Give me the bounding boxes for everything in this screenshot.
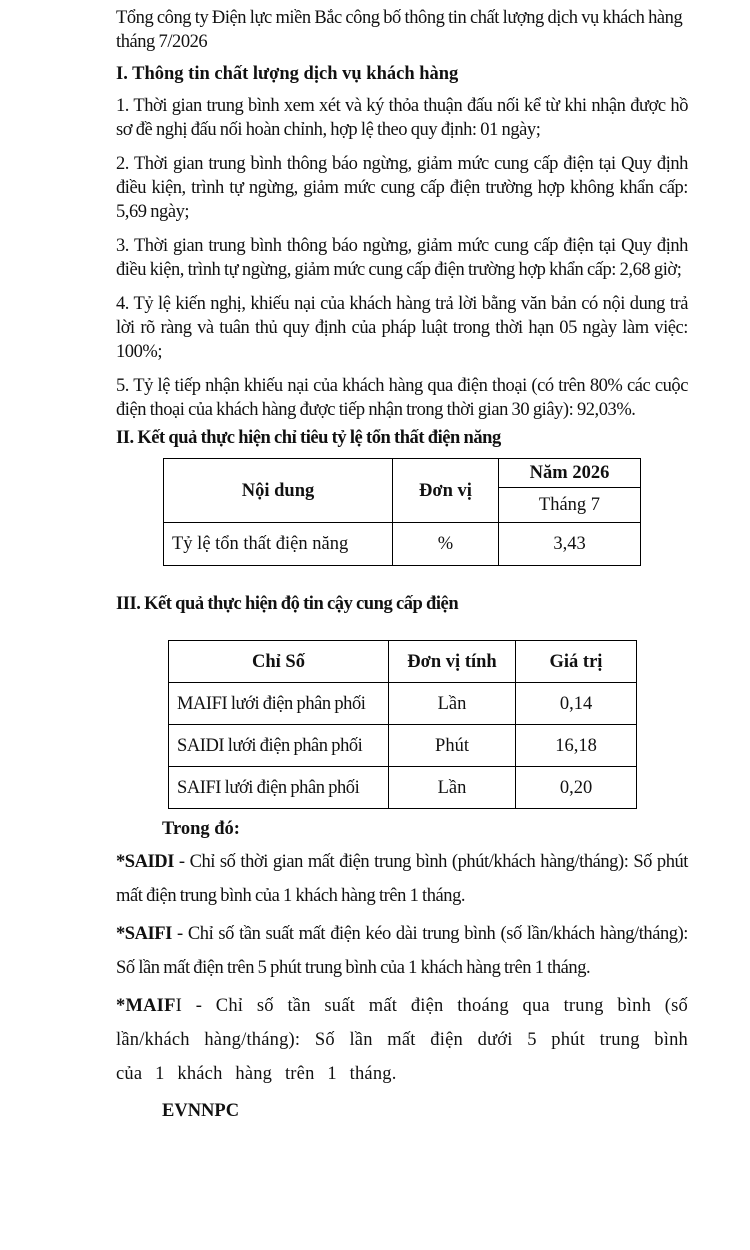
document xyxy=(116,6,688,1123)
note-saidi xyxy=(116,845,688,913)
header-month: Tháng 7 xyxy=(499,488,641,523)
section-3-heading: III. Kết quả thực hiện độ tin cậy cung cấp điện xyxy=(116,594,459,614)
power-loss-table xyxy=(163,458,641,566)
note-term: *SAIFI xyxy=(116,924,172,944)
note-saifi xyxy=(116,917,688,985)
quality-item-1: 1. Thời gian trung bình xem xét và ký thỏa thuận đấu nối kể từ khi nhận được hồ sơ đề nghị đấu nối hoàn chỉnh, hợp lệ theo quy định: 01 ngày; xyxy=(116,96,688,140)
header-content: Nội dung xyxy=(164,459,393,523)
row-unit: Lần xyxy=(389,767,516,809)
row-value: 16,18 xyxy=(516,725,637,767)
note-text: - Chỉ số thời gian mất điện trung bình (phút/khách hàng/tháng): Số phút mất điện trung bình của 1 khách hàng trên 1 tháng. xyxy=(116,852,688,906)
note-term: *SAIDI xyxy=(116,852,174,872)
quality-item-2: 2. Thời gian trung bình thông báo ngừng, giảm mức cung cấp điện tại Quy định điều kiện, trình tự ngừng, giảm mức cung cấp điện trường hợp không khẩn cấp: 5,69 ngày; xyxy=(116,154,688,222)
row-value: 3,43 xyxy=(499,523,641,566)
row-index: SAIDI lưới điện phân phối xyxy=(169,725,389,767)
row-unit: % xyxy=(393,523,499,566)
note-maifi xyxy=(116,989,688,1091)
intro-paragraph: Tổng công ty Điện lực miền Bắc công bố thông tin chất lượng dịch vụ khách hàng tháng 7/2026 xyxy=(116,8,683,52)
signature: EVNNPC xyxy=(162,1101,240,1121)
reliability-table xyxy=(168,640,637,809)
row-index: SAIFI lưới điện phân phối xyxy=(169,767,389,809)
table-row xyxy=(169,767,637,809)
notes-title: Trong đó: xyxy=(162,819,240,839)
row-content: Tỷ lệ tổn thất điện năng xyxy=(164,523,393,566)
row-index: MAIFI lưới điện phân phối xyxy=(169,683,389,725)
quality-item-5: 5. Tỷ lệ tiếp nhận khiếu nại của khách hàng qua điện thoại (có trên 80% các cuộc điện thoại của khách hàng được tiếp nhận trong thời gian 30 giây): 92,03%. xyxy=(116,376,688,420)
header-value: Giá trị xyxy=(516,641,637,683)
row-unit: Lần xyxy=(389,683,516,725)
row-unit: Phút xyxy=(389,725,516,767)
note-text: - Chỉ số tần suất mất điện kéo dài trung bình (số lần/khách hàng/tháng): Số lần mất điện trên 5 phút trung bình của 1 khách hàng trên 1 tháng. xyxy=(116,924,688,978)
header-year: Năm 2026 xyxy=(499,459,641,488)
table-row xyxy=(169,683,637,725)
row-value: 0,20 xyxy=(516,767,637,809)
header-index: Chỉ Số xyxy=(169,641,389,683)
table-row xyxy=(169,725,637,767)
quality-item-4: 4. Tỷ lệ kiến nghị, khiếu nại của khách hàng trả lời bằng văn bản có nội dung trả lời rõ ràng và tuân thủ quy định của pháp luật trong thời hạn 05 ngày làm việc: 100%; xyxy=(116,294,688,362)
header-unit: Đơn vị tính xyxy=(389,641,516,683)
section-1-heading: I. Thông tin chất lượng dịch vụ khách hàng xyxy=(116,64,459,84)
row-value: 0,14 xyxy=(516,683,637,725)
section-2-heading: II. Kết quả thực hiện chỉ tiêu tỷ lệ tổn thất điện năng xyxy=(116,428,501,448)
note-term-tail: I xyxy=(175,996,182,1016)
table-row xyxy=(164,523,641,566)
quality-item-3: 3. Thời gian trung bình thông báo ngừng, giảm mức cung cấp điện tại Quy định điều kiện, trình tự ngừng, giảm mức cung cấp điện trường hợp khẩn cấp: 2,68 giờ; xyxy=(116,236,688,280)
header-unit: Đơn vị xyxy=(393,459,499,523)
note-term: *MAIF xyxy=(116,996,176,1016)
note-text: - Chỉ số tần suất mất điện thoáng qua trung bình (số lần/khách hàng/tháng): Số lần mất điện dưới 5 phút trung bình của 1 khách hàng trên 1 tháng. xyxy=(116,996,688,1084)
